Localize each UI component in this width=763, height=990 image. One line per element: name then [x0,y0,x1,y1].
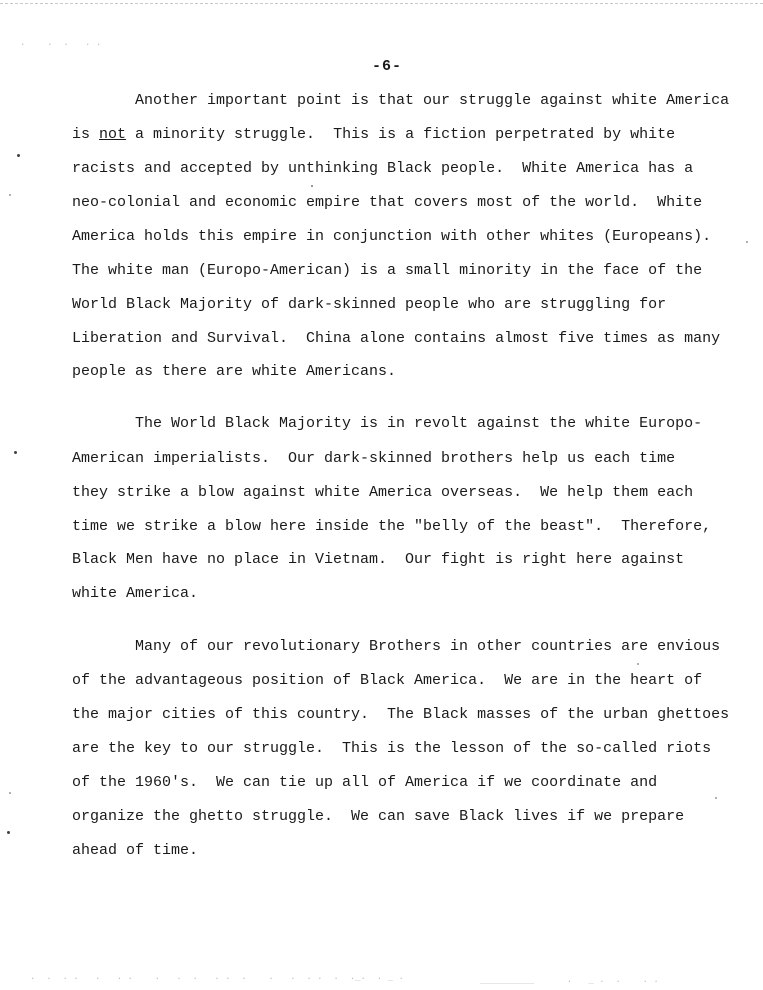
paragraph-1-line-7: World Black Majority of dark-skinned people who are struggling for [72,296,667,313]
paragraph-2-line-6: white America. [72,585,199,602]
scan-noise: __________ . _ . . . . [480,975,659,985]
scan-speck [746,241,748,243]
paragraph-3-line-3: the major cities of this country. The Black masses of the urban ghettoes [72,706,730,723]
paragraph-2-line-4: time we strike a blow here inside the "belly of the beast". Therefore, [72,518,712,535]
scan-speck [7,831,10,834]
paragraph-3-line-4: are the key to our struggle. This is the lesson of the so-called riots [72,740,712,757]
scan-speck [14,451,17,454]
scan-speck [17,154,20,157]
paragraph-3-line-7: ahead of time. [72,842,199,859]
paragraph-1-line-2 [72,126,675,144]
line-text-end: a minority struggle. This is a fiction perpetrated by white [126,126,676,143]
paragraph-1-line-5: America holds this empire in conjunction with other whites (Europeans). [72,228,712,245]
paragraph-2-line-2: American imperialists. Our dark-skinned brothers help us each time [72,450,676,467]
page-top-edge [0,3,763,4]
scan-speck [9,792,11,794]
scan-speck [637,663,639,665]
paragraph-1-line-1: Another important point is that our struggle against white America [135,92,730,109]
scan-speck [715,797,717,799]
paragraph-1-line-9: people as there are white Americans. [72,363,397,380]
paragraph-1-line-4: neo-colonial and economic empire that covers most of the world. White [72,194,703,211]
paragraph-1-line-6: The white man (Europo-American) is a small minority in the face of the [72,262,703,279]
paragraph-2-line-1: The World Black Majority is in revolt against the white Europo- [135,415,703,432]
line-text-start: is [72,126,100,143]
paragraph-1-line-3: racists and accepted by unthinking Black people. White America has a [72,160,694,177]
scan-speck [311,185,313,187]
paragraph-3-line-1: Many of our revolutionary Brothers in other countries are envious [135,638,721,655]
underlined-word: not [99,126,127,143]
paragraph-2-line-3: they strike a blow against white America overseas. We help them each [72,484,694,501]
paragraph-2-line-5: Black Men have no place in Vietnam. Our fight is right here against [72,551,685,568]
paragraph-3-line-2: of the advantageous position of Black America. We are in the heart of [72,672,703,689]
page-number: -6- [372,58,403,75]
scan-noise: . . . . . . . . . . . . . . . . . . ._. . _ . [30,972,404,982]
paragraph-3-line-6: organize the ghetto struggle. We can save Black lives if we prepare [72,808,685,825]
paragraph-3-line-5: of the 1960's. We can tie up all of America if we coordinate and [72,774,658,791]
paragraph-1-line-8: Liberation and Survival. China alone contains almost five times as many [72,330,721,347]
scan-speck [9,194,11,196]
scan-noise: . . . . . [20,38,102,48]
